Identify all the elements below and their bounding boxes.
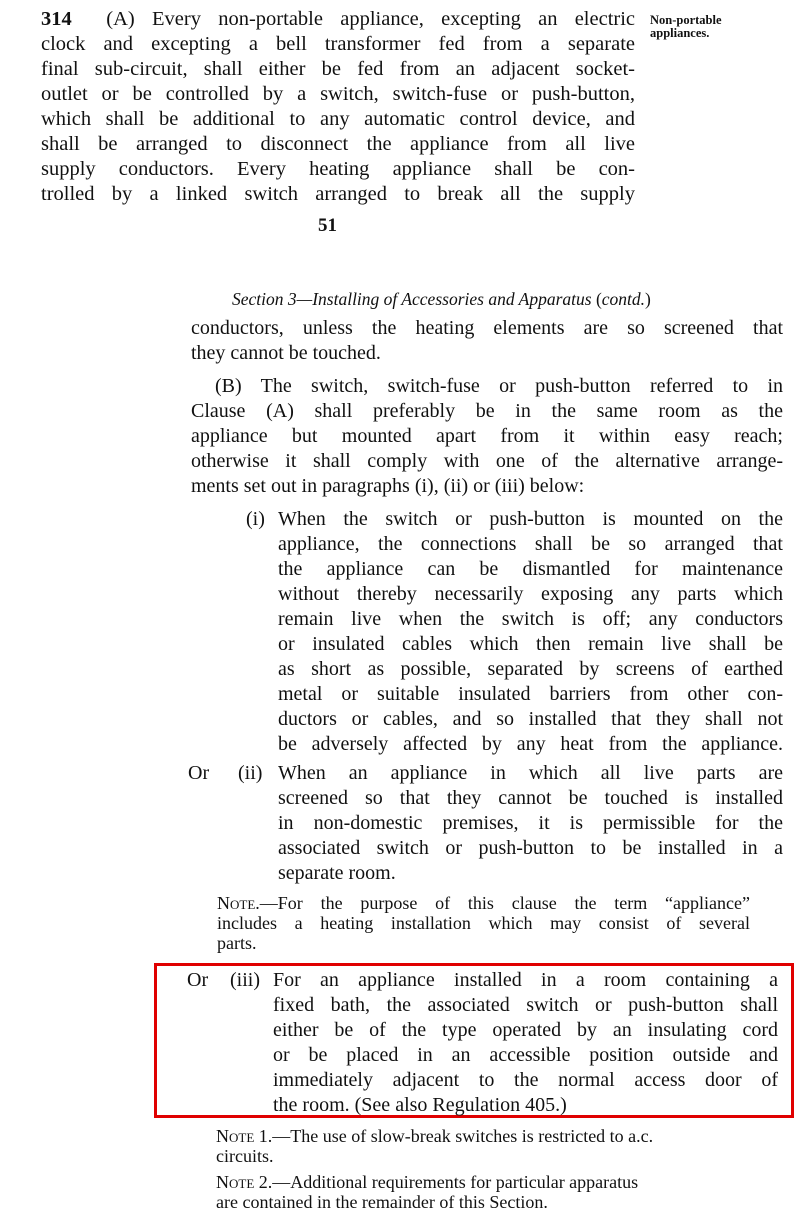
item-iii-or: Or [187, 969, 209, 991]
margin-note [650, 14, 722, 40]
clause-314-line-1 [41, 8, 635, 31]
margin-note-line-2: appliances. [650, 26, 710, 40]
item-iii-line-2: fixed bath, the associated switch or push-button shall [273, 994, 778, 1016]
clause-314-line-4: outlet or be controlled by a switch, switch-fuse or push-button, [41, 83, 635, 105]
clause-314-text: Every non-portable appliance, excepting an electric [152, 8, 636, 30]
note-label: Note. [217, 893, 260, 913]
section-heading-prefix: Section 3— [232, 289, 313, 309]
item-iii-line-4: or be placed in an accessible position outside and [273, 1044, 778, 1066]
clause-b-line-3: appliance but mounted apart from it within easy reach; [191, 425, 783, 447]
clause-number: 314 [41, 8, 72, 30]
item-i-line-6: or insulated cables which then remain live shall be [278, 633, 783, 655]
item-i-line-8: metal or suitable insulated barriers from other con- [278, 683, 783, 705]
note-appliance-line-1: Note.—For the purpose of this clause the term “appliance” [217, 893, 750, 913]
item-i-line-10: be adversely affected by any heat from the appliance. [278, 733, 783, 755]
item-iii-line-5: immediately adjacent to the normal access door of [273, 1069, 778, 1091]
item-i-line-2: appliance, the connections shall be so arranged that [278, 533, 783, 555]
note-2-line-1: Note 2.—Additional requirements for particular apparatus [216, 1172, 639, 1192]
clause-b-line-4: otherwise it shall comply with one of the alternative arrange- [191, 450, 783, 472]
clause-b-line-5: ments set out in paragraphs (i), (ii) or (iii) below: [191, 475, 585, 497]
item-iii-marker: (iii) [230, 969, 260, 991]
note-appliance-line-2: includes a heating installation which may consist of several [217, 913, 750, 933]
item-i-line-5: remain live when the switch is off; any conductors [278, 608, 783, 630]
continuation-line-1: conductors, unless the heating elements are so screened that [191, 317, 783, 339]
clause-b-line-2: Clause (A) shall preferably be in the same room as the [191, 400, 783, 422]
note-1-line-2: circuits. [216, 1146, 274, 1166]
section-heading: Section 3—Installing of Accessories and Apparatus (contd.) [232, 289, 651, 309]
note-2-line-2: are contained in the remainder of this Section. [216, 1192, 548, 1212]
clause-314-line-5: which shall be additional to any automatic control device, and [41, 108, 635, 130]
clause-314-line-6: shall be arranged to disconnect the appliance from all live [41, 133, 635, 155]
item-ii-line-1: When an appliance in which all live parts are [278, 762, 783, 784]
clause-b-line-1: (B) The switch, switch-fuse or push-button referred to in [215, 375, 784, 397]
item-i-line-9: ductors or cables, and so installed that they shall not [278, 708, 783, 730]
section-heading-suffix: contd. [601, 289, 646, 309]
item-ii-or: Or [188, 762, 210, 784]
note-2-label: Note 2. [216, 1172, 273, 1192]
section-heading-title: Installing of Accessories and Apparatus [312, 289, 592, 309]
item-i-line-4: without thereby necessarily exposing any parts which [278, 583, 783, 605]
page-number: 51 [318, 215, 337, 236]
item-ii-marker: (ii) [238, 762, 263, 784]
clause-314-line-2: clock and excepting a bell transformer fed from a separate [41, 33, 635, 55]
note-appliance-line-3: parts. [217, 933, 257, 953]
continuation-line-2: they cannot be touched. [191, 342, 381, 364]
item-ii-line-2: screened so that they cannot be touched is installed [278, 787, 783, 809]
margin-note-line-1: Non-portable [650, 13, 722, 27]
item-iii-line-3: either be of the type operated by an insulating cord [273, 1019, 778, 1041]
clause-label-b: (B) [215, 375, 242, 397]
clause-314-line-3: final sub-circuit, shall either be fed from an adjacent socket- [41, 58, 635, 80]
item-i-marker: (i) [246, 508, 265, 530]
item-ii-line-4: associated switch or push-button to be installed in a [278, 837, 783, 859]
item-ii-line-3: in non-domestic premises, it is permissible for the [278, 812, 783, 834]
note-1-line-1: Note 1.—The use of slow-break switches is restricted to a.c. [216, 1126, 654, 1146]
item-i-line-3: the appliance can be dismantled for maintenance [278, 558, 783, 580]
item-iii-line-1: For an appliance installed in a room containing a [273, 969, 778, 991]
item-ii-line-5: separate room. [278, 862, 396, 884]
item-i-line-7: as short as possible, separated by screens of earthed [278, 658, 783, 680]
clause-label-a: (A) [106, 8, 135, 30]
clause-314-line-8: trolled by a linked switch arranged to break all the supply [41, 183, 635, 205]
note-1-label: Note 1. [216, 1126, 273, 1146]
item-i-line-1: When the switch or push-button is mounted on the [278, 508, 783, 530]
item-iii-line-6: the room. (See also Regulation 405.) [273, 1094, 567, 1116]
clause-314-line-7: supply conductors. Every heating appliance shall be con- [41, 158, 635, 180]
